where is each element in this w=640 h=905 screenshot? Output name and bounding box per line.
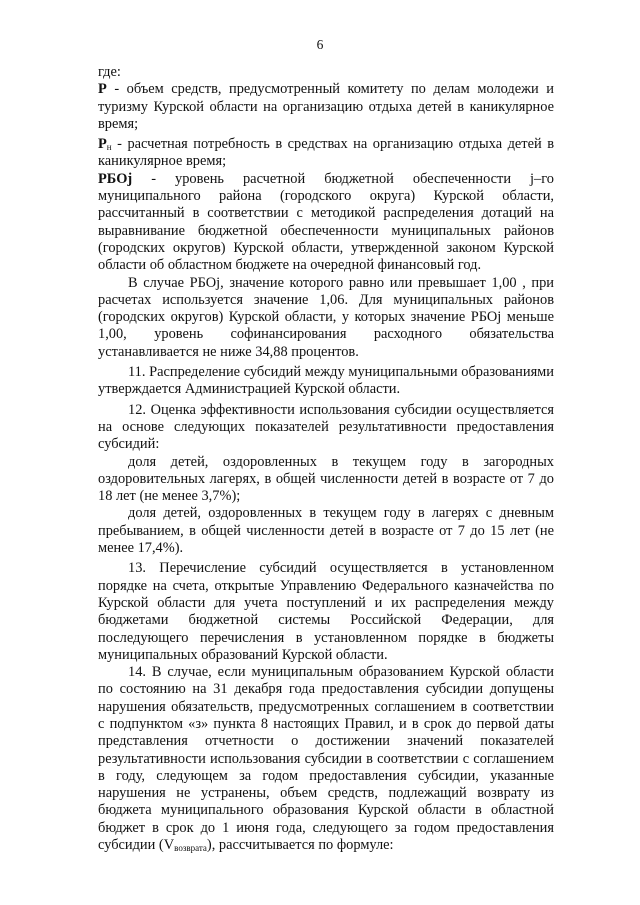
symbol-p: Р: [98, 81, 107, 98]
definition-p: [98, 81, 554, 133]
paragraph-rbo: В случае РБОj, значение которого равно или превышает 1,00 , при расчетах используется значение 1,06. Для муниципальных районов (городских округов) Курской области, у которых значение РБОj меньше 1,00, уровень софинансирования расходного обязательства устанавливается не ниже 34,88 процентов.: [98, 274, 554, 360]
document-body: [98, 64, 554, 854]
definition-pn: [98, 136, 554, 171]
paragraph-14-subscript: возврата: [174, 843, 207, 854]
indicator-2: доля детей, оздоровленных в текущем году в лагерях с дневным пребыванием, в общей численности детей в возрасте от 7 до 15 лет (не менее 17,4%).: [98, 505, 554, 557]
paragraph-13: 13. Перечисление субсидий осуществляется в установленном порядке на счета, открытые Управлению Федерального казначейства по Курской области для учета поступлений и их распределения между бюджетами бюджетной системы Российской Федерации, для последующего перечисления в установленном порядке в бюджеты муниципальных образований Курской области.: [98, 560, 554, 663]
definition-pn-text: - расчетная потребность в средствах на организацию отдыха детей в каникулярное время;: [98, 136, 554, 170]
symbol-rboj: РБОj: [98, 170, 133, 187]
paragraph-11: 11. Распределение субсидий между муниципальными образованиями утверждается Администрацией Курской области.: [98, 364, 554, 398]
symbol-pn: $Р_н$: [98, 136, 112, 153]
paragraph-12: 12. Оценка эффективности использования субсидии осуществляется на основе следующих показателей результативности предоставления субсидий:: [98, 401, 554, 453]
definition-rboj: [98, 171, 554, 275]
indicator-1: доля детей, оздоровленных в текущем году в загородных оздоровительных лагерях, в общей численности детей в возрасте от 7 до 18 лет (не менее 3,7%);: [98, 453, 554, 505]
symbol-pn-subscript: н: [106, 142, 112, 153]
where-label: где:: [98, 64, 121, 80]
paragraph-14-text: 14. В случае, если муниципальным образованием Курской области по состоянию на 31 декабря года предоставления субсидии допущены нарушения обязательств, предусмотренных соглашением в соответствии с подпунктом «з» пункта 8 настоящих Правил, и в срок до первой даты представления отчетности о достижении значений показателей результативности использования субсидии в соответствии с соглашением в году, следующем за годом предоставления субсидии, указанные нарушения не устранены, объем средств, подлежащий возврату из бюджета муниципального образования Курской области в областной бюджет в срок до 1 июня года, следующего за годом предоставления субсидии (V: [98, 664, 554, 854]
page-number: 6: [316, 37, 324, 52]
paragraph-14-tail: ), рассчитывается по формуле:: [206, 837, 394, 854]
paragraph-14: [98, 664, 554, 854]
definition-rboj-text: - уровень расчетной бюджетной обеспеченности j–го муниципального района (городского округа) Курской области, рассчитанный в соответствии с методикой распределения дотаций на выравнивание бюджетной обеспеченности муниципальных районов (городских округов) Курской области, утвержденной законом Курской области об областном бюджете на очередной финансовый год.: [98, 170, 554, 274]
definition-p-text: - объем средств, предусмотренный комитету по делам молодежи и туризму Курской области на организацию отдыха детей в каникулярное время;: [98, 81, 554, 132]
